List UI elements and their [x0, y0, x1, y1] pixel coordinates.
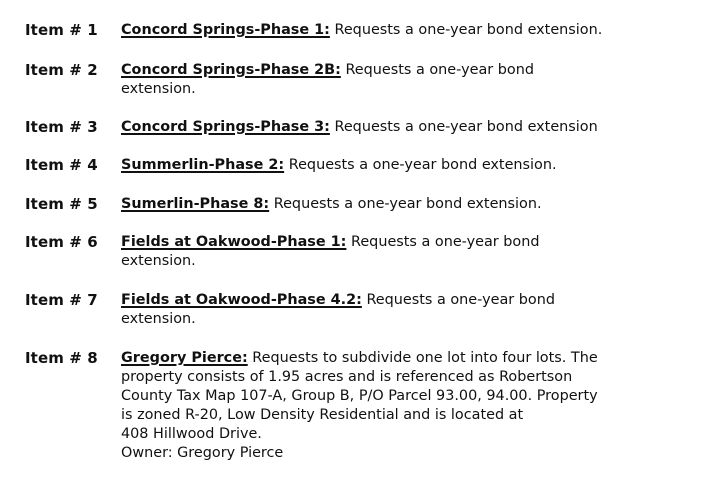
item-description: Requests a one-year bond extension.: [269, 196, 542, 212]
owner-line: Owner: Gregory Pierce: [121, 445, 284, 461]
item-text: [121, 61, 621, 99]
item-number-label: Item # 5: [25, 195, 98, 213]
item-title: Sumerlin-Phase 8:: [121, 196, 270, 212]
item-title: Fields at Oakwood-Phase 4.2:: [121, 292, 362, 308]
item-description-line: extension.: [121, 311, 196, 327]
item-text: [121, 21, 621, 40]
item-first-line: [121, 21, 621, 40]
item-description: Requests a one-year bond: [361, 292, 555, 308]
item-number-label: Item # 3: [25, 118, 98, 136]
item-first-line: [121, 118, 621, 137]
item-description: Requests a one-year bond extension.: [329, 22, 603, 38]
item-title: Summerlin-Phase 2:: [121, 157, 285, 173]
item-description: Requests a one-year bond extension: [329, 119, 598, 135]
item-number-label: Item # 8: [25, 349, 98, 367]
item-first-line: [121, 349, 621, 368]
item-text: [121, 349, 621, 463]
item-description: Requests a one-year bond: [340, 62, 534, 78]
item-number-label: Item # 7: [25, 291, 98, 309]
item-title: Gregory Pierce:: [121, 350, 248, 366]
item-description-line: County Tax Map 107-A, Group B, P/O Parcel 93.00, 94.00. Property: [121, 388, 598, 404]
item-number-label: Item # 4: [25, 156, 98, 174]
item-first-line: [121, 156, 621, 175]
item-text: [121, 233, 621, 271]
item-description-line: 408 Hillwood Drive.: [121, 426, 262, 442]
item-description: Requests a one-year bond: [346, 234, 540, 250]
item-first-line: [121, 61, 621, 80]
item-first-line: [121, 233, 621, 252]
item-title: Concord Springs-Phase 2B:: [121, 62, 341, 78]
item-description: Requests to subdivide one lot into four lots. The: [247, 350, 598, 366]
item-number-label: Item # 2: [25, 61, 98, 79]
item-title: Concord Springs-Phase 1:: [121, 22, 330, 38]
item-title: Concord Springs-Phase 3:: [121, 119, 330, 135]
item-description: Requests a one-year bond extension.: [284, 157, 557, 173]
item-description-line: extension.: [121, 81, 196, 97]
item-text: [121, 118, 621, 137]
item-description-line: is zoned R-20, Low Density Residential and is located at: [121, 407, 524, 423]
item-first-line: [121, 291, 621, 310]
item-number-label: Item # 1: [25, 21, 98, 39]
item-number-label: Item # 6: [25, 233, 98, 251]
item-first-line: [121, 195, 621, 214]
item-description-line: property consists of 1.95 acres and is referenced as Robertson: [121, 369, 573, 385]
item-description-line: extension.: [121, 253, 196, 269]
item-text: [121, 195, 621, 214]
item-text: [121, 291, 621, 329]
item-text: [121, 156, 621, 175]
item-title: Fields at Oakwood-Phase 1:: [121, 234, 347, 250]
